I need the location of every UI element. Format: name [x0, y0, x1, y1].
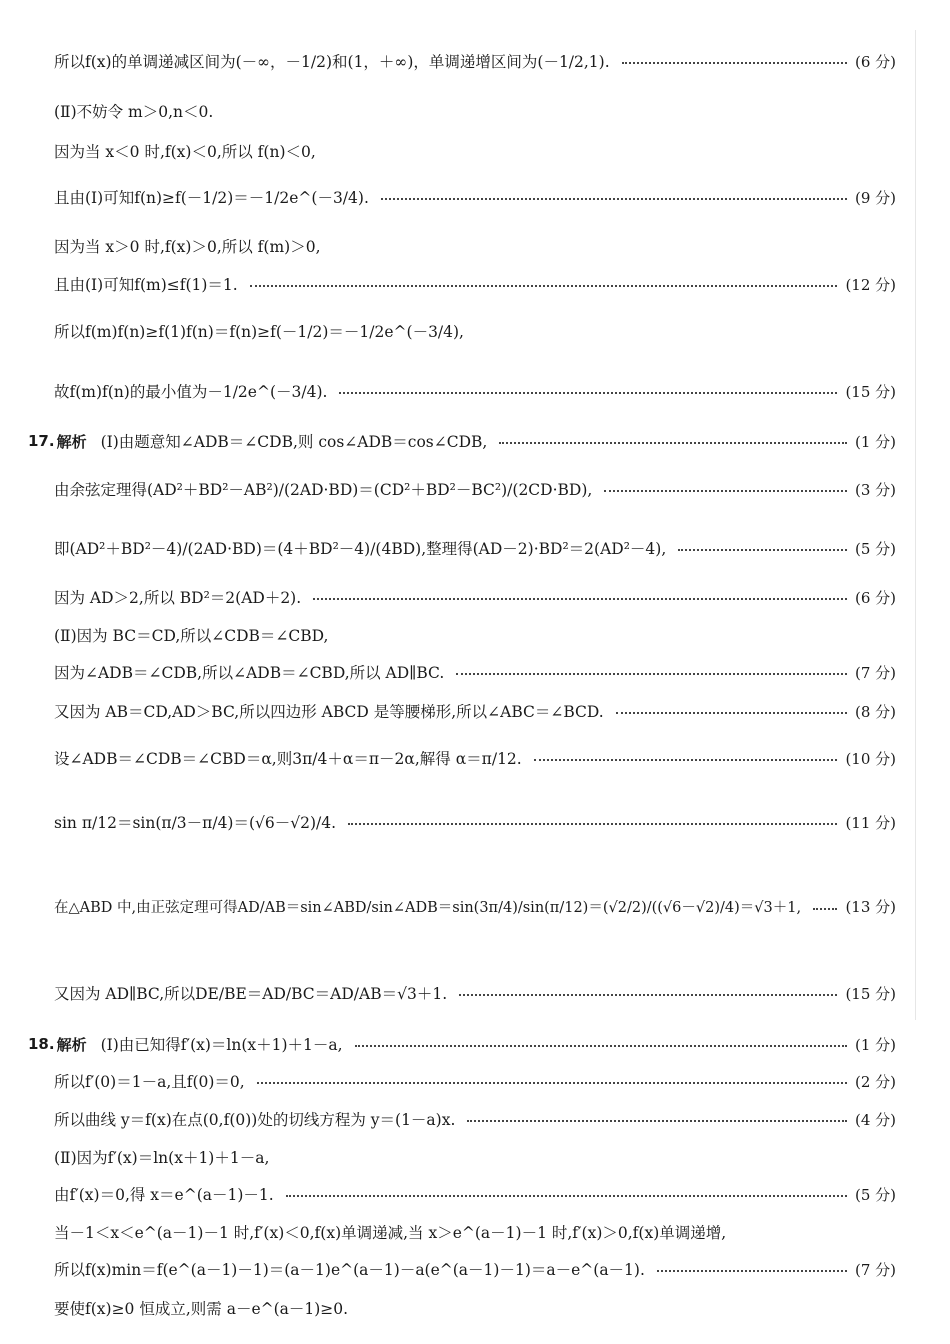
- line-text: 且由(Ⅰ)可知f(m)≤f(1)＝1.: [54, 276, 238, 294]
- score-marker: (2 分): [854, 1072, 896, 1091]
- solution-line: [54, 982, 896, 1004]
- line-text: 所以f′(0)＝1－a,且f(0)＝0,: [54, 1073, 245, 1091]
- score-marker: (13 分): [845, 898, 896, 916]
- dot-leader: [257, 1072, 847, 1084]
- solution-line: [54, 1183, 896, 1205]
- line-text: 所以f(x)min＝f(e^(a－1)－1)＝(a－1)e^(a－1)－a(e^(a－1)－1)＝a－e^(a－1).: [54, 1261, 645, 1279]
- line-text: 设∠ADB＝∠CDB＝∠CBD＝α,则3π/4＋α＝π－2α,解得 α＝π/12.: [54, 750, 522, 768]
- dot-leader: [381, 188, 847, 200]
- score-marker: (8 分): [854, 702, 896, 721]
- dot-leader: [459, 984, 837, 996]
- line-text: sin π/12＝sin(π/3－π/4)＝(√6－√2)/4.: [54, 814, 337, 832]
- dot-leader: [348, 813, 837, 825]
- line-text: 且由(Ⅰ)可知f(n)≥f(－1/2)＝－1/2e^(－3/4).: [54, 189, 369, 207]
- dot-leader: [286, 1185, 847, 1197]
- line-text: (Ⅱ)因为 BC＝CD,所以∠CDB＝∠CBD,: [54, 627, 329, 645]
- line-text: 因为∠ADB＝∠CDB,所以∠ADB＝∠CBD,所以 AD∥BC.: [54, 664, 445, 682]
- solution-line: [54, 624, 896, 646]
- score-marker: (11 分): [845, 813, 896, 832]
- dot-leader: [657, 1260, 847, 1272]
- dot-leader: [534, 749, 838, 761]
- solution-line: [54, 747, 896, 769]
- line-text: 在△ABD 中,由正弦定理可得AD/AB＝sin∠ABD/sin∠ADB＝sin(3π/4)/sin(π/12)＝(√2/2)/((√6－√2)/4)＝√3＋1,: [54, 900, 802, 916]
- score-marker: (5 分): [854, 539, 896, 558]
- dot-leader: [813, 898, 837, 910]
- line-text: 所以f(m)f(n)≥f(1)f(n)＝f(n)≥f(－1/2)＝－1/2e^(－3/4),: [54, 323, 464, 341]
- line-text: 因为 AD＞2,所以 BD²＝2(AD＋2).: [54, 589, 302, 607]
- dot-leader: [678, 539, 847, 551]
- score-marker: (12 分): [845, 275, 896, 294]
- score-marker: (9 分): [854, 188, 896, 207]
- solution-line: [54, 320, 896, 342]
- dot-leader: [604, 480, 847, 492]
- dot-leader: [616, 702, 847, 714]
- solution-line: [54, 700, 896, 722]
- line-text: 故f(m)f(n)的最小值为－1/2e^(－3/4).: [54, 383, 328, 401]
- solution-line: [54, 100, 896, 122]
- line-text: 要使f(x)≥0 恒成立,则需 a－e^(a－1)≥0.: [54, 1300, 349, 1318]
- score-marker: (5 分): [854, 1185, 896, 1204]
- line-text: 又因为 AD∥BC,所以DE/BE＝AD/BC＝AD/AB＝√3＋1.: [54, 985, 448, 1003]
- solution-line: [54, 1108, 896, 1130]
- q18-first-line: [28, 1033, 896, 1055]
- score-marker: (6 分): [854, 52, 896, 71]
- solution-line: [54, 478, 896, 500]
- solution-line: [54, 380, 896, 402]
- score-marker: (7 分): [854, 663, 896, 682]
- dot-leader: [339, 382, 837, 394]
- line-text: 由f′(x)＝0,得 x＝e^(a－1)－1.: [54, 1186, 274, 1204]
- solution-line: [54, 140, 896, 162]
- solution-label: 解析: [56, 432, 87, 451]
- score-marker: (15 分): [845, 984, 896, 1003]
- solution-label: 解析: [56, 1035, 87, 1054]
- solution-line: [54, 537, 896, 559]
- solution-line: [54, 1070, 896, 1092]
- score-marker: (4 分): [854, 1110, 896, 1129]
- solution-line: [54, 50, 896, 72]
- dot-leader: [467, 1110, 847, 1122]
- score-marker: (7 分): [854, 1260, 896, 1279]
- page-edge-rule: [915, 30, 916, 1020]
- line-text: 因为当 x＞0 时,f(x)＞0,所以 f(m)＞0,: [54, 238, 321, 256]
- question-number: 17.: [28, 432, 55, 450]
- solution-line: [54, 661, 896, 683]
- score-marker: (10 分): [845, 749, 896, 768]
- score-marker: (1 分): [854, 432, 896, 451]
- score-marker: (6 分): [854, 588, 896, 607]
- q17-first-line: [28, 430, 896, 452]
- solution-line: [54, 811, 896, 833]
- dot-leader: [456, 663, 847, 675]
- solution-line: [54, 273, 896, 295]
- solution-line: [54, 896, 896, 917]
- score-marker: (3 分): [854, 480, 896, 499]
- line-text: 当－1＜x＜e^(a－1)－1 时,f′(x)＜0,f(x)单调递减,当 x＞e^(a－1)－1 时,f′(x)＞0,f(x)单调递增,: [54, 1224, 727, 1242]
- dot-leader: [250, 275, 838, 287]
- dot-leader: [499, 432, 847, 444]
- line-text: 所以曲线 y＝f(x)在点(0,f(0))处的切线方程为 y＝(1－a)x.: [54, 1111, 456, 1129]
- line-text: 因为当 x＜0 时,f(x)＜0,所以 f(n)＜0,: [54, 143, 316, 161]
- solution-line: [54, 186, 896, 208]
- question-number: 18.: [28, 1035, 55, 1053]
- line-text: (Ⅰ)由题意知∠ADB＝∠CDB,则 cos∠ADB＝cos∠CDB,: [100, 433, 488, 451]
- solution-line: [54, 1221, 896, 1243]
- solution-line: [54, 586, 896, 608]
- line-text: (Ⅱ)不妨令 m＞0,n＜0.: [54, 103, 214, 121]
- solution-line: [54, 235, 896, 257]
- line-text: 即(AD²＋BD²－4)/(2AD·BD)＝(4＋BD²－4)/(4BD),整理得(AD－2)·BD²＝2(AD²－4),: [54, 540, 667, 558]
- line-text: 由余弦定理得(AD²＋BD²－AB²)/(2AD·BD)＝(CD²＋BD²－BC²)/(2CD·BD),: [54, 481, 593, 499]
- solution-line: [54, 1146, 896, 1168]
- score-marker: (1 分): [854, 1035, 896, 1054]
- line-text: (Ⅱ)因为f′(x)＝ln(x＋1)＋1－a,: [54, 1149, 270, 1167]
- dot-leader: [313, 588, 847, 600]
- solution-line: [54, 1258, 896, 1280]
- line-text: 所以f(x)的单调递减区间为(－∞，－1/2)和(1，＋∞)，单调递增区间为(－1/2,1).: [54, 53, 610, 71]
- dot-leader: [355, 1035, 847, 1047]
- solution-line: [54, 1297, 896, 1319]
- line-text: (Ⅰ)由已知得f′(x)＝ln(x＋1)＋1－a,: [100, 1036, 343, 1054]
- dot-leader: [622, 52, 847, 64]
- line-text: 又因为 AB＝CD,AD＞BC,所以四边形 ABCD 是等腰梯形,所以∠ABC＝∠BCD.: [54, 703, 604, 721]
- score-marker: (15 分): [845, 382, 896, 401]
